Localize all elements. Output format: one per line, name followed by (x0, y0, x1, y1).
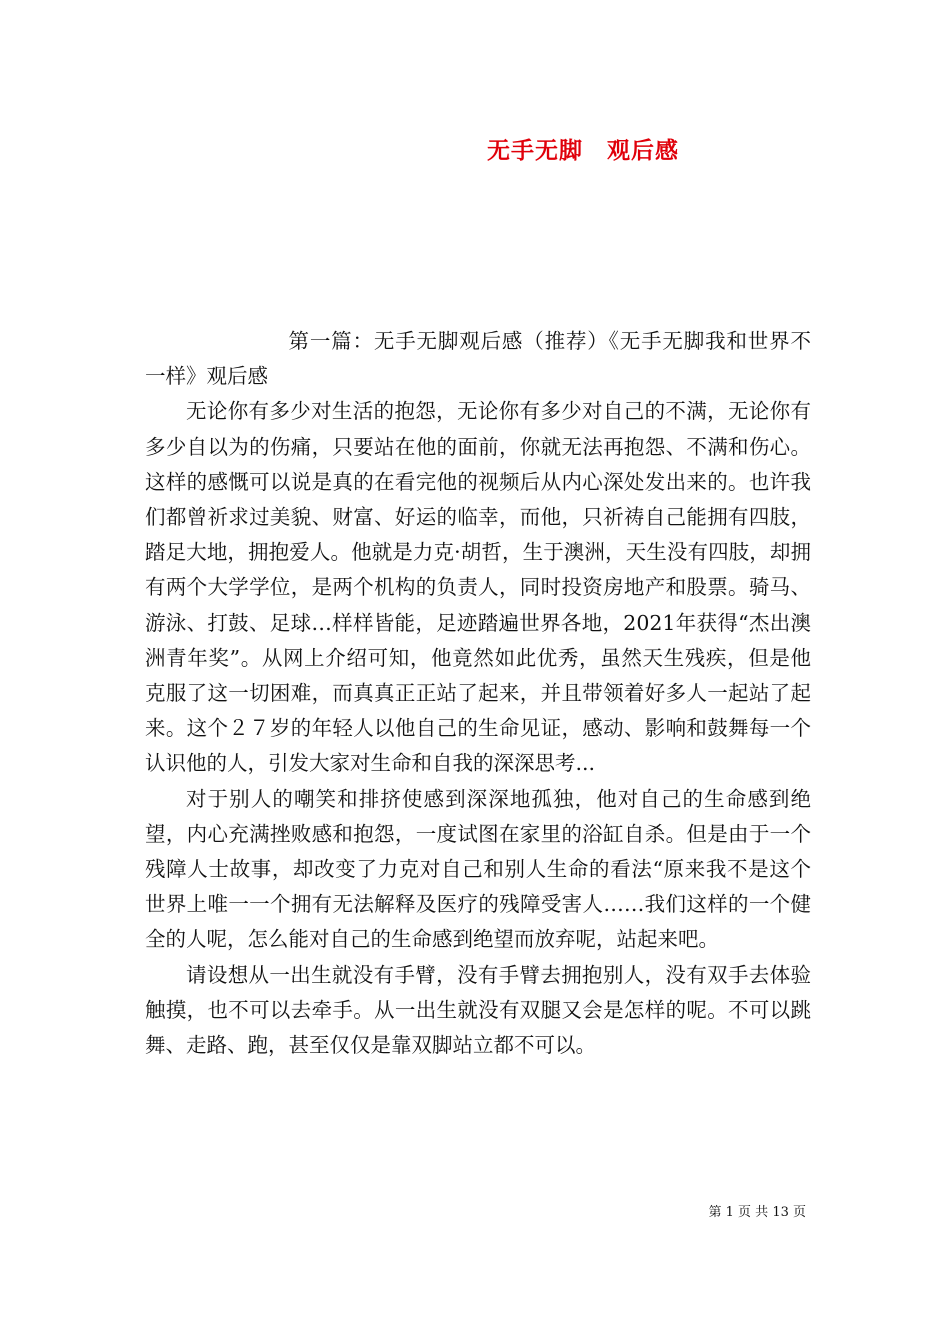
body-paragraph: 请设想从一出生就没有手臂，没有手臂去拥抱别人，没有双手去体验触摸，也不可以去牵手。从一出生就没有双腿又会是怎样的呢。不可以跳舞、走路、跑，甚至仅仅是靠双脚站立都不可以。 (145, 962, 811, 1058)
page-number-footer: 第 1 页 共 13 页 (708, 1205, 806, 1220)
document-body (145, 324, 811, 1063)
body-paragraph: 对于别人的嘲笑和排挤使感到深深地孤独，他对自己的生命感到绝望，内心充满挫败感和抱怨，一度试图在家里的浴缸自杀。但是由于一个残障人士故事，却改变了力克对自己和别人生命的看法“原来我不是这个世界上唯一一个拥有无法解释及医疗的残障受害人……我们这样的一个健全的人呢，怎么能对自己的生命感到绝望而放弃呢，站起来吧。 (145, 786, 811, 952)
section-heading-paragraph: 第一篇：无手无脚观后感（推荐）《无手无脚我和世界不一样》观后感 (145, 329, 811, 389)
document-title: 无手无脚 观后感 (487, 137, 679, 164)
body-paragraph: 无论你有多少对生活的抱怨，无论你有多少对自己的不满，无论你有多少自以为的伤痛，只要站在他的面前，你就无法再抱怨、不满和伤心。这样的感慨可以说是真的在看完他的视频后从内心深处发出来的。也许我们都曾祈求过美貌、财富、好运的临幸，而他，只祈祷自己能拥有四肢，踏足大地，拥抱爱人。他就是力克·胡哲，生于澳洲，天生没有四肢，却拥有两个大学学位，是两个机构的负责人，同时投资房地产和股票。骑马、游泳、打鼓、足球…样样皆能，足迹踏遍世界各地，2021年获得“杰出澳洲青年奖”。从网上介绍可知，他竟然如此优秀，虽然天生残疾，但是他克服了这一切困难，而真真正正站了起来，并且带领着好多人一起站了起来。这个２７岁的年轻人以他自己的生命见证，感动、影响和鼓舞每一个认识他的人，引发大家对生命和自我的深深思考... (145, 399, 811, 776)
